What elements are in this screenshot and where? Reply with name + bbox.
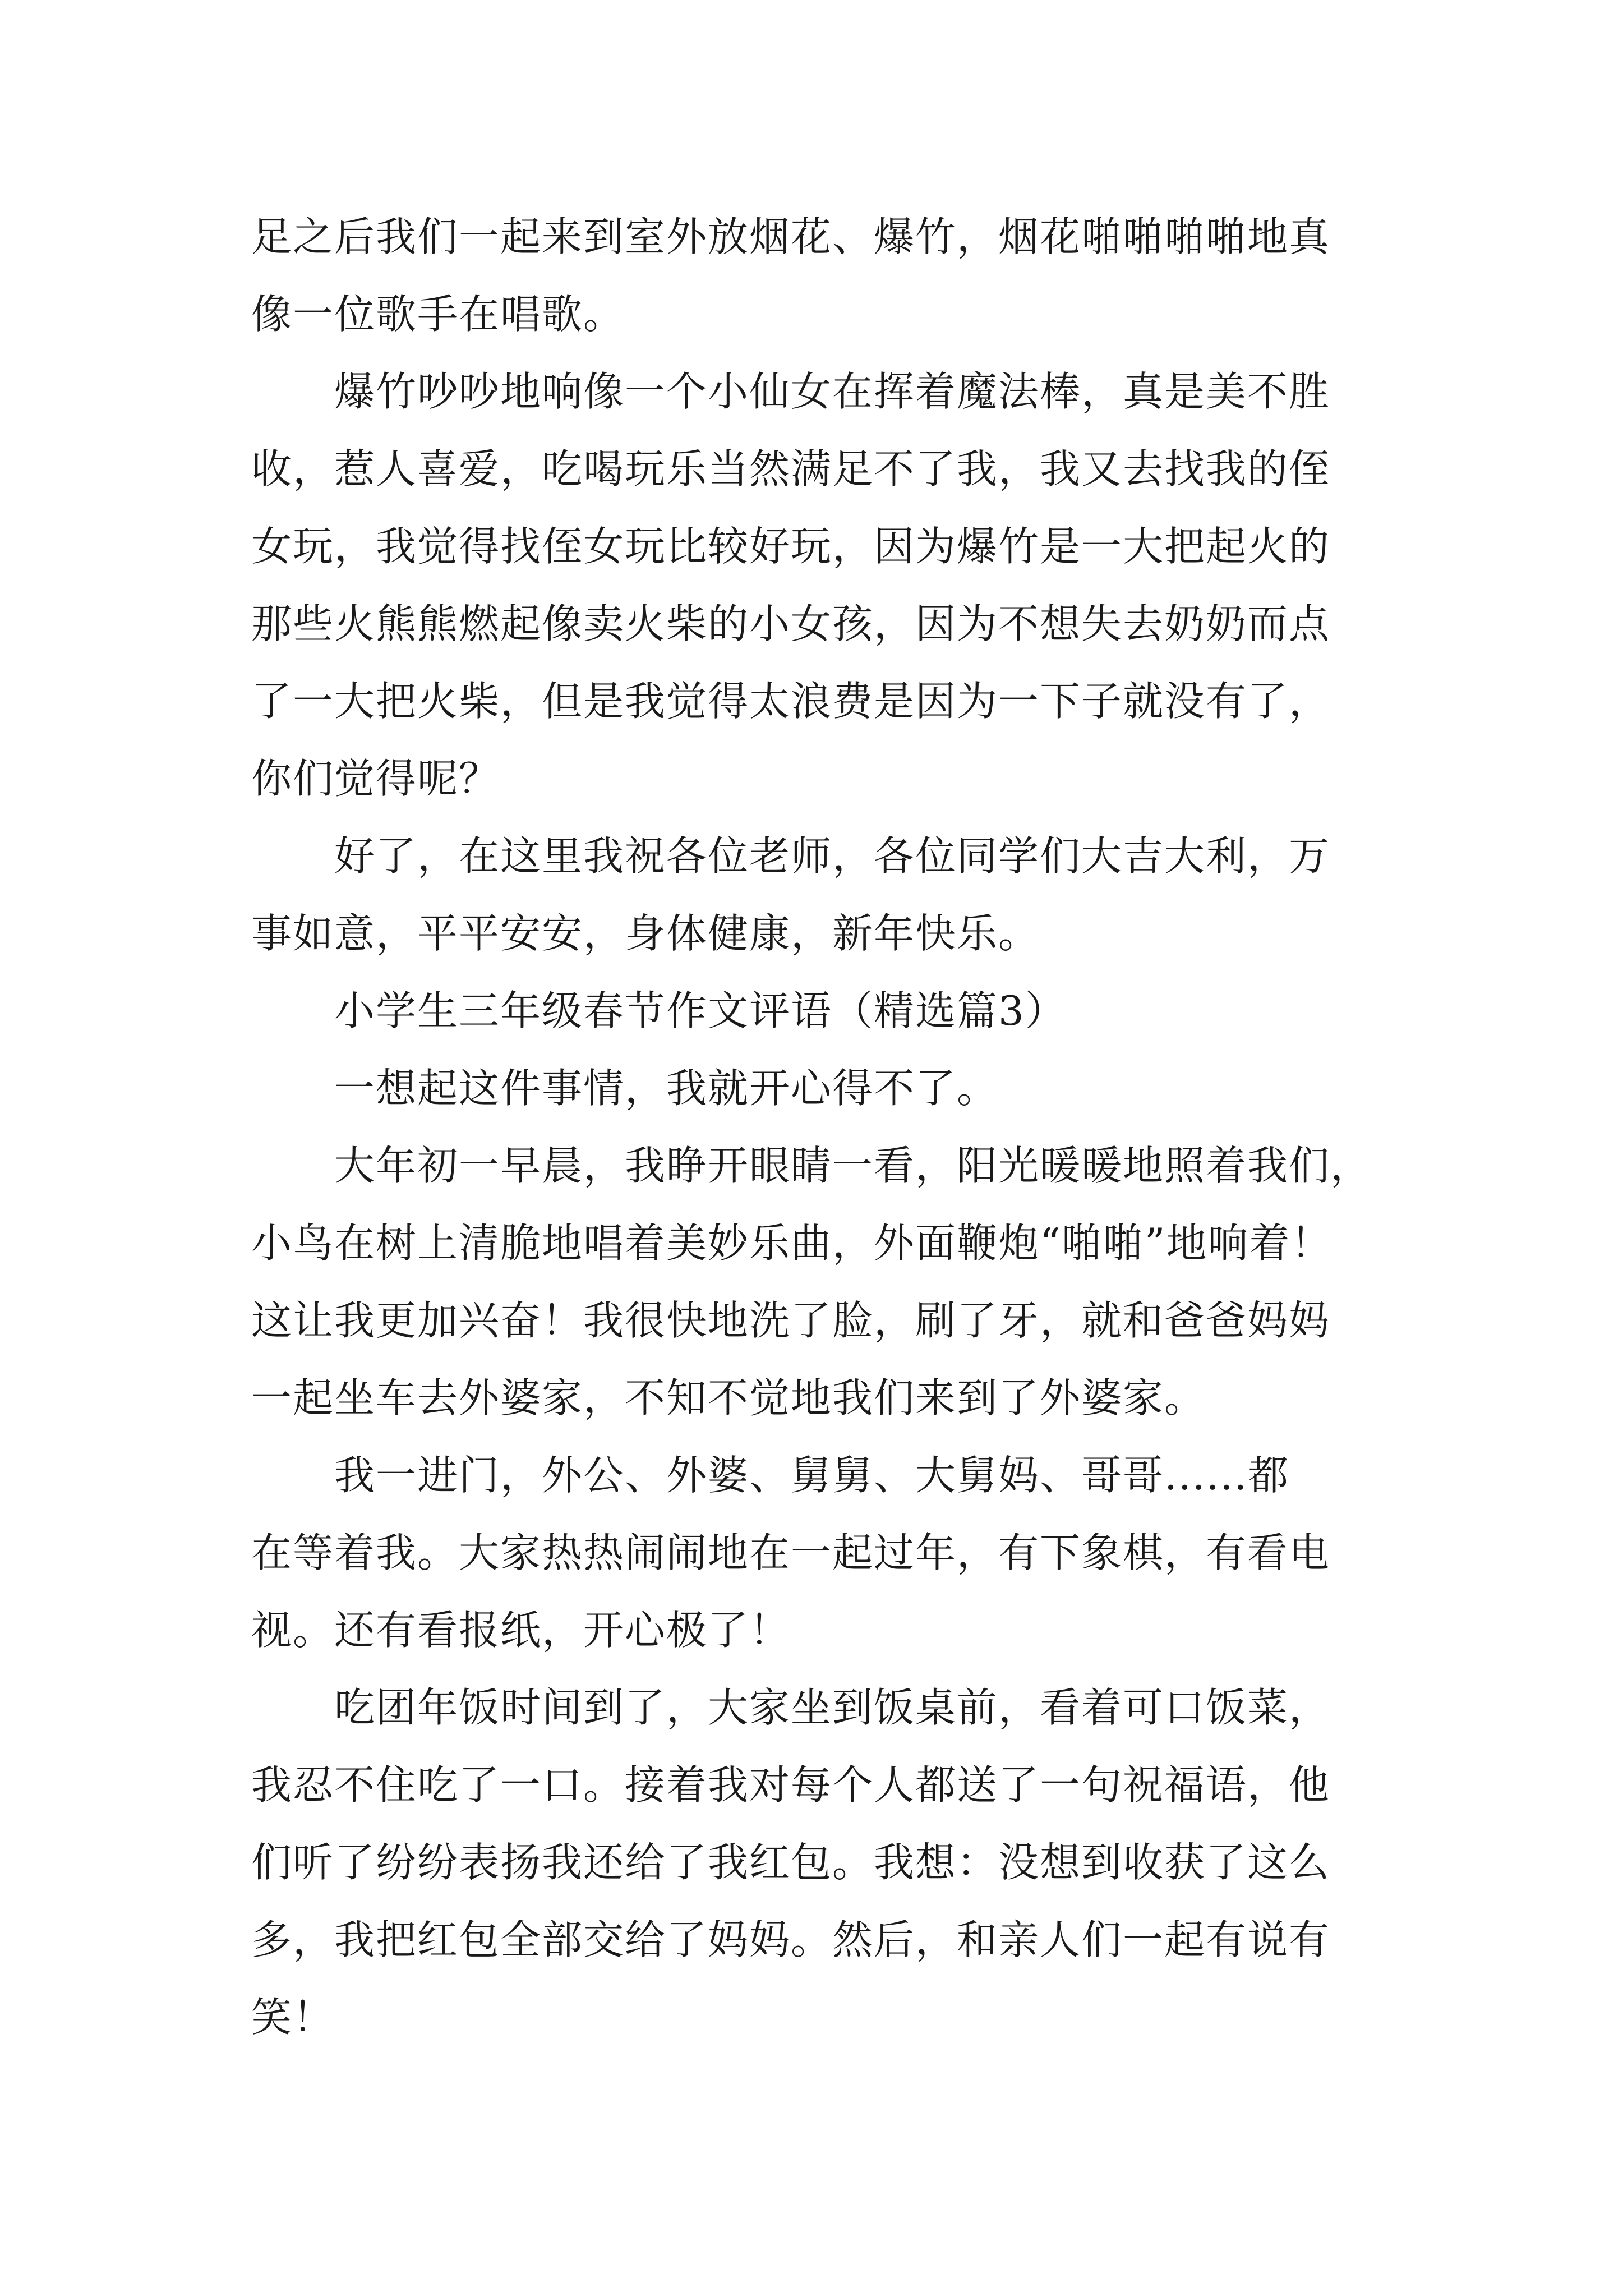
text-line: 笑！ [251,1994,335,2041]
paragraph-start-line: 一想起这件事情，我就开心得不了。 [334,1065,999,1112]
text-line: 像一位歌手在唱歌。 [251,291,625,338]
text-line: 了一大把火柴，但是我觉得太浪费是因为一下子就没有了， [251,678,1331,725]
text-line: 事如意，平平安安，身体健康，新年快乐。 [251,910,1040,957]
paragraph-start-line: 我一进门，外公、外婆、舅舅、大舅妈、哥哥......都 [334,1452,1290,1499]
text-line: 收，惹人喜爱，吃喝玩乐当然满足不了我，我又去找我的侄 [251,445,1331,493]
paragraph-start-line: 吃团年饭时间到了，大家坐到饭桌前，看着可口饭菜， [334,1684,1331,1731]
text-line: 视。还有看报纸，开心极了！ [251,1607,791,1654]
text-line: 足之后我们一起来到室外放烟花、爆竹，烟花啪啪啪啪地真 [251,213,1331,260]
paragraph-start-line: 好了，在这里我祝各位老师，各位同学们大吉大利，万 [334,832,1331,880]
text-line: 那些火熊熊燃起像卖火柴的小女孩，因为不想失去奶奶而点 [251,600,1331,647]
text-line: 我忍不住吃了一口。接着我对每个人都送了一句祝福语，他 [251,1761,1331,1809]
section-title: 小学生三年级春节作文评语（精选篇3） [334,987,1067,1034]
text-line: 这让我更加兴奋！我很快地洗了脸，刷了牙，就和爸爸妈妈 [251,1297,1331,1344]
text-line: 在等着我。大家热热闹闹地在一起过年，有下象棋，有看电 [251,1529,1331,1576]
text-line: 女玩，我觉得找侄女玩比较好玩，因为爆竹是一大把起火的 [251,523,1331,570]
text-line: 们听了纷纷表扬我还给了我红包。我想：没想到收获了这么 [251,1839,1331,1886]
paragraph-start-line: 爆竹吵吵地响像一个小仙女在挥着魔法棒，真是美不胜 [334,368,1331,415]
text-line: 多，我把红包全部交给了妈妈。然后，和亲人们一起有说有 [251,1916,1331,1963]
text-line: 你们觉得呢？ [251,755,501,802]
text-line: 一起坐车去外婆家，不知不觉地我们来到了外婆家。 [251,1374,1206,1421]
text-line: 小鸟在树上清脆地唱着美妙乐曲，外面鞭炮“啪啪”地响着！ [251,1220,1332,1267]
paragraph-start-line: 大年初一早晨，我睁开眼睛一看，阳光暖暖地照着我们， [334,1142,1372,1189]
